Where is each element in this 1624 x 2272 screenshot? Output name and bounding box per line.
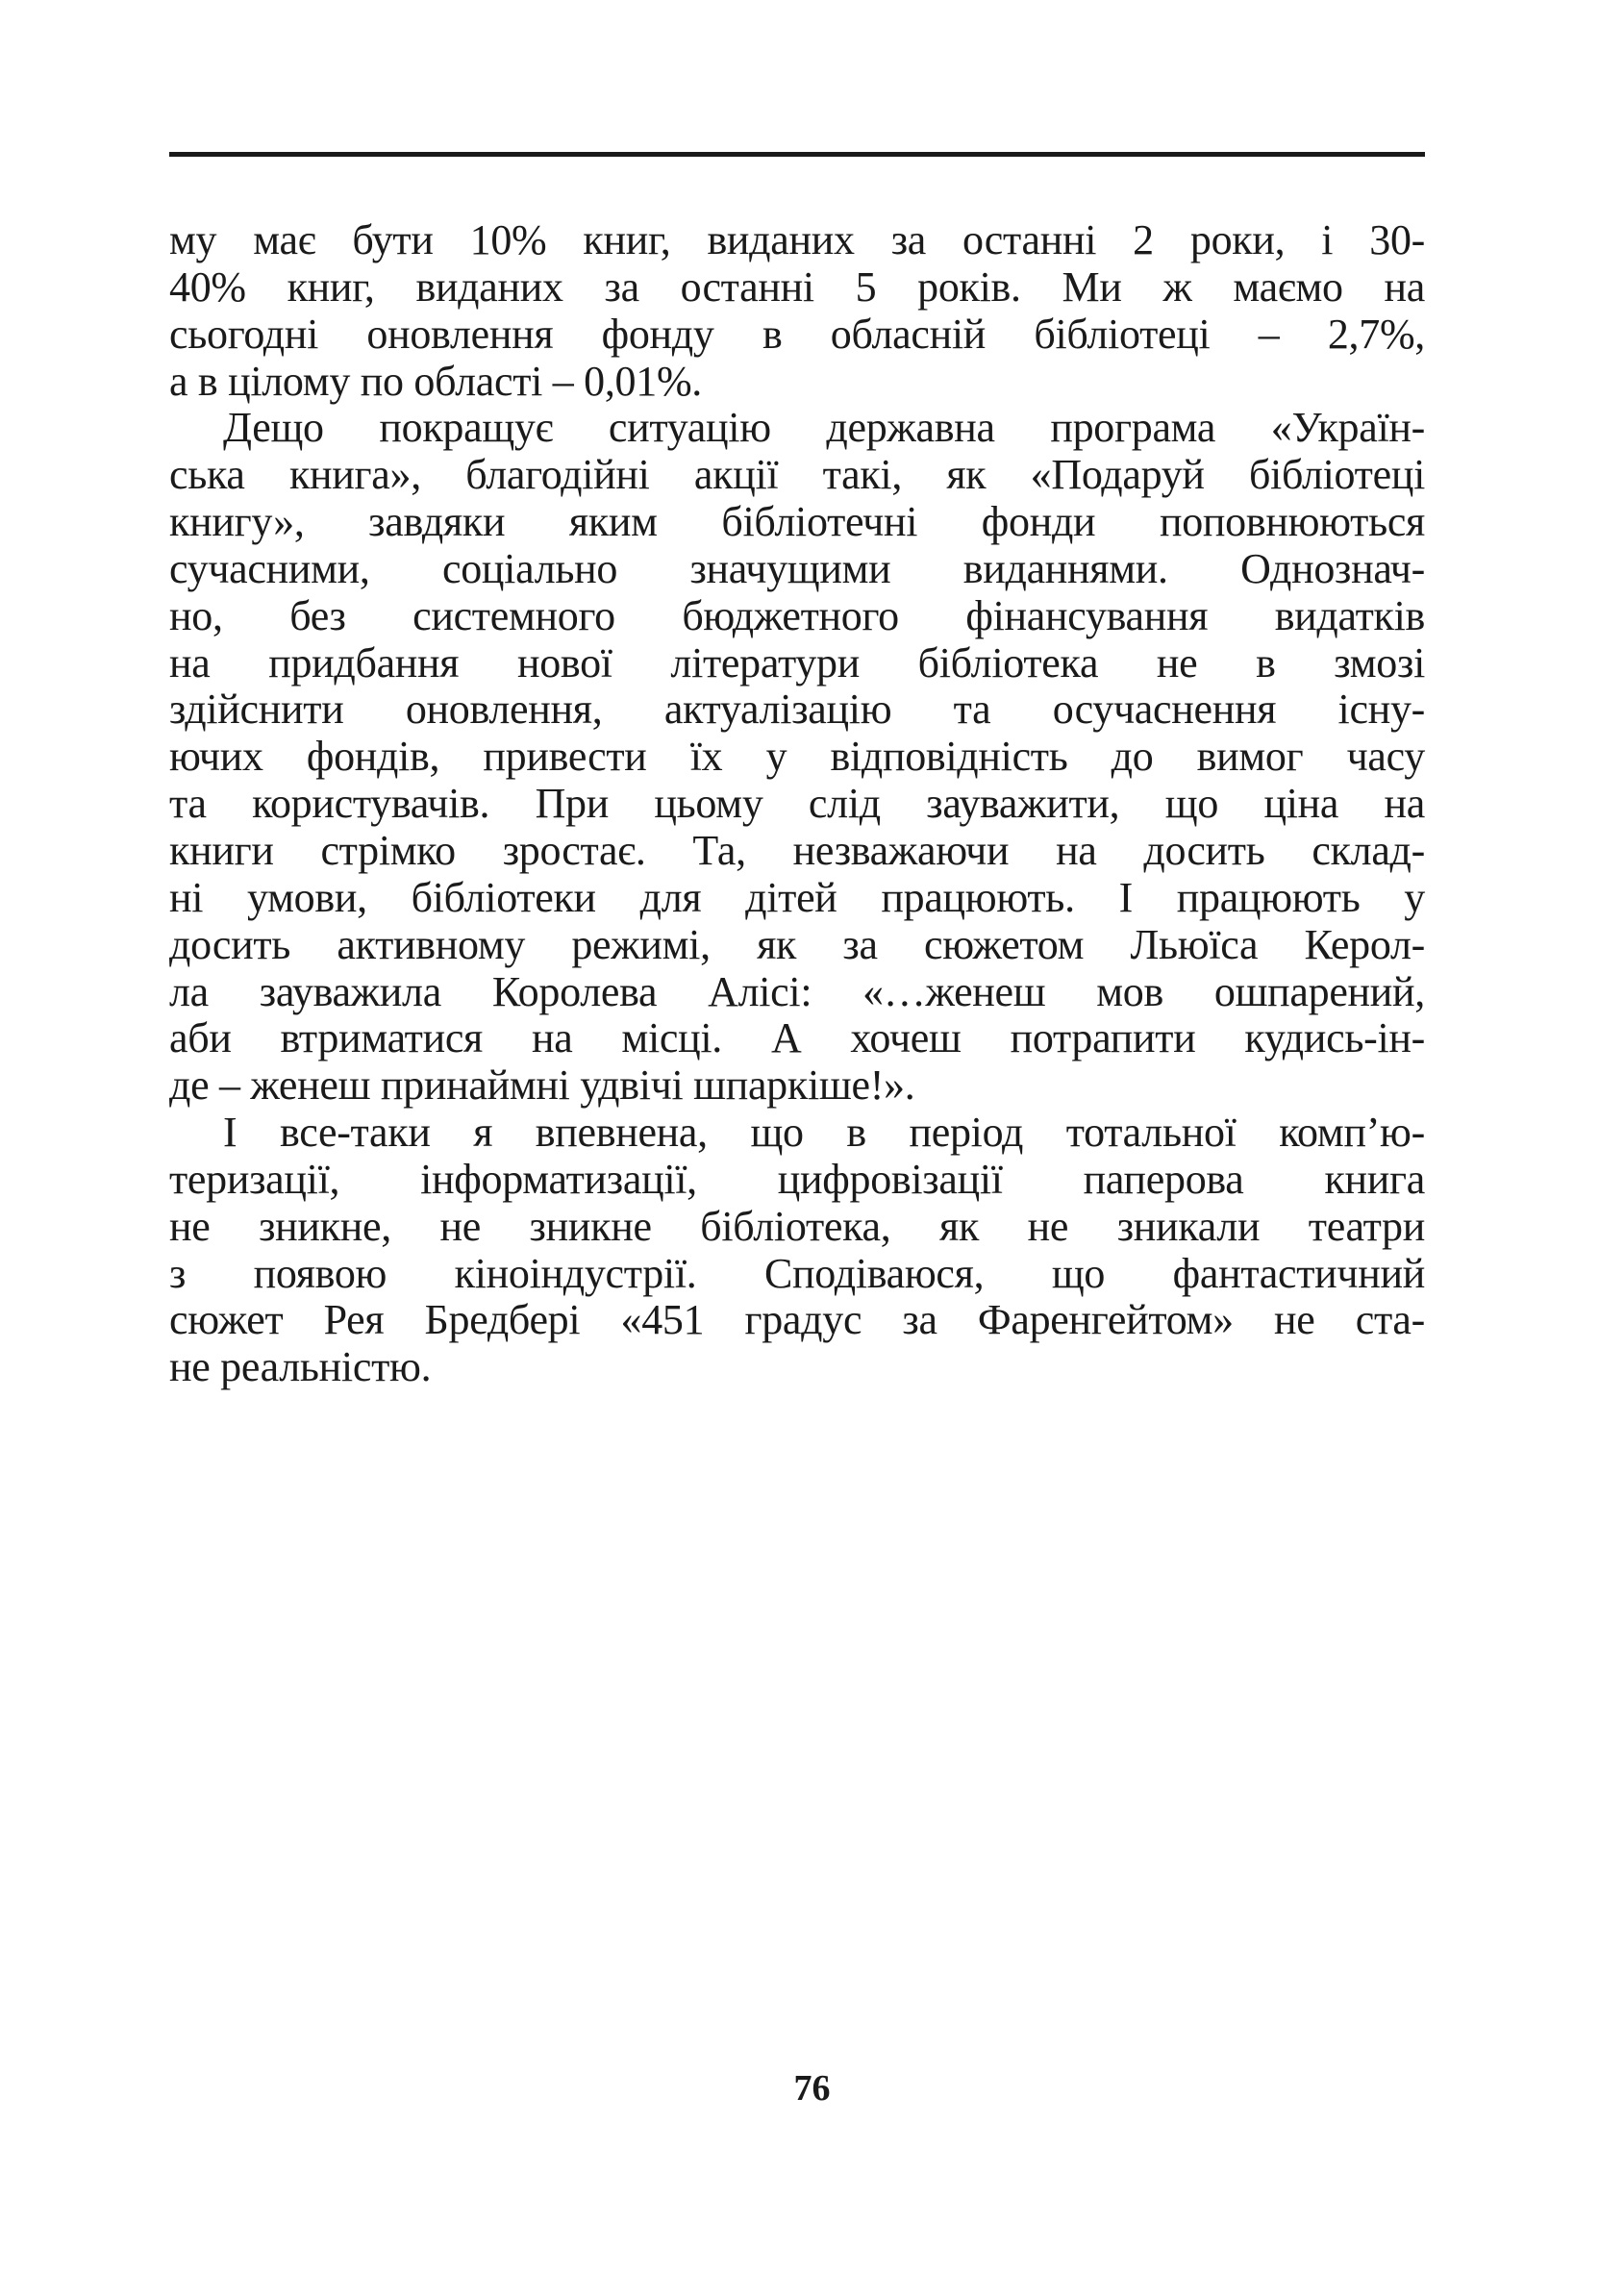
text-line: де – женеш принаймні удвічі шпаркіше!». <box>169 1061 915 1110</box>
text-line: теризації, інформатизації, цифровізації паперова книга <box>169 1155 1425 1203</box>
text-line: аби втриматися на місці. А хочеш потрапити кудись-ін- <box>169 1014 1425 1062</box>
text-line: з появою кіноіндустрії. Сподіваюся, що фантастичний <box>169 1249 1425 1297</box>
text-line: Дещо покращує ситуацію державна програма «Україн- <box>223 404 1425 452</box>
text-line: досить активному режимі, як за сюжетом Льюїса Керол- <box>169 920 1425 968</box>
text-line: сьогодні оновлення фонду в обласній бібліотеці – 2,7%, <box>169 310 1425 358</box>
text-line: му має бути 10% книг, виданих за останні 2 роки, і 30- <box>169 216 1425 263</box>
text-line: здійснити оновлення, актуалізацію та осучаснення існу- <box>169 686 1425 734</box>
text-line: ючих фондів, привести їх у відповідність до вимог часу <box>169 733 1425 781</box>
text-line: І все-таки я впевнена, що в період тотальної комп’ю- <box>223 1109 1425 1157</box>
text-line: книги стрімко зростає. Та, незважаючи на досить склад- <box>169 826 1425 874</box>
body-text <box>169 217 1425 1391</box>
text-line: а в цілому по області – 0,01%. <box>169 357 702 405</box>
text-line: книгу», завдяки яким бібліотечні фонди поповнюються <box>169 498 1425 546</box>
text-line: сюжет Рея Бредбері «451 градус за Фаренгейтом» не ста- <box>169 1296 1425 1344</box>
text-line: 40% книг, виданих за останні 5 років. Ми ж маємо на <box>169 262 1425 311</box>
page-number: 76 <box>793 2068 831 2109</box>
text-line: ська книга», благодійні акції такі, як «Подаруй бібліотеці <box>169 451 1425 499</box>
text-line: ні умови, бібліотеки для дітей працюють. І працюють у <box>169 873 1425 921</box>
text-line: не реальністю. <box>169 1343 432 1391</box>
text-line: не зникне, не зникне бібліотека, як не зникали театри <box>169 1202 1425 1250</box>
text-line: сучасними, соціально значущими виданнями. Однознач- <box>169 544 1425 592</box>
text-line: на придбання нової літератури бібліотека не в змозі <box>169 638 1425 687</box>
text-line: ла зауважила Королева Алісі: «…женеш мов ошпарений, <box>169 967 1425 1015</box>
text-line: та користувачів. При цьому слід зауважити, що ціна на <box>169 780 1425 828</box>
header-rule <box>169 152 1425 157</box>
text-line: но, без системного бюджетного фінансування видатків <box>169 591 1425 639</box>
